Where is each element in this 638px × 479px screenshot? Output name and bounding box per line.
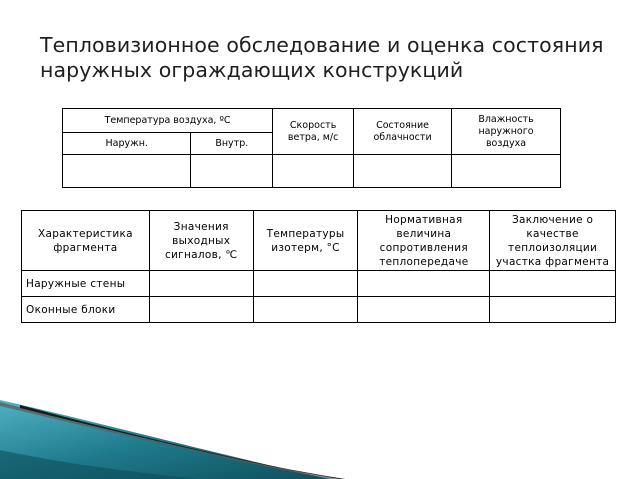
- header-signal-values: Значения выходных сигналов, ℃: [149, 211, 253, 271]
- row-label-windows: Оконные блоки: [22, 297, 150, 323]
- decorative-corner-swoosh: [0, 380, 638, 479]
- header-humidity: Влажность наружного воздуха: [452, 109, 561, 155]
- table-cell: [490, 271, 616, 297]
- row-label-walls: Наружные стены: [22, 271, 150, 297]
- header-air-temperature: Температура воздуха, ºС: [63, 109, 273, 133]
- header-isotherm-temp: Температуры изотерм, °С: [253, 211, 358, 271]
- weather-conditions-table: [62, 108, 561, 188]
- table-row: [22, 271, 616, 297]
- table-cell: [149, 297, 253, 323]
- table-cell: [358, 297, 490, 323]
- table-cell: [452, 155, 561, 188]
- header-conclusion: Заключение о качестве теплоизоляции участка фрагмента: [490, 211, 616, 271]
- header-fragment: Характеристика фрагмента: [22, 211, 150, 271]
- table-row: [22, 297, 616, 323]
- page-title: [40, 33, 620, 83]
- table-cell: [253, 271, 358, 297]
- title-line-1: Тепловизионное обследование и оценка состояния: [40, 33, 604, 57]
- subheader-outside: Наружн.: [63, 133, 191, 155]
- table-cell: [354, 155, 452, 188]
- table-cell: [253, 297, 358, 323]
- table-cell: [191, 155, 273, 188]
- table-cell: [149, 271, 253, 297]
- header-wind-speed: Скорость ветра, м/с: [273, 109, 354, 155]
- header-cloud-cover: Состояние облачности: [354, 109, 452, 155]
- table-cell: [490, 297, 616, 323]
- table-cell: [358, 271, 490, 297]
- table-cell: [273, 155, 354, 188]
- subheader-inside: Внутр.: [191, 133, 273, 155]
- fragment-assessment-table: [21, 210, 616, 323]
- title-line-2: наружных ограждающих конструкций: [40, 58, 464, 82]
- table-cell: [63, 155, 191, 188]
- header-normative-resistance: Нормативная величина сопротивления теплопередаче: [358, 211, 490, 271]
